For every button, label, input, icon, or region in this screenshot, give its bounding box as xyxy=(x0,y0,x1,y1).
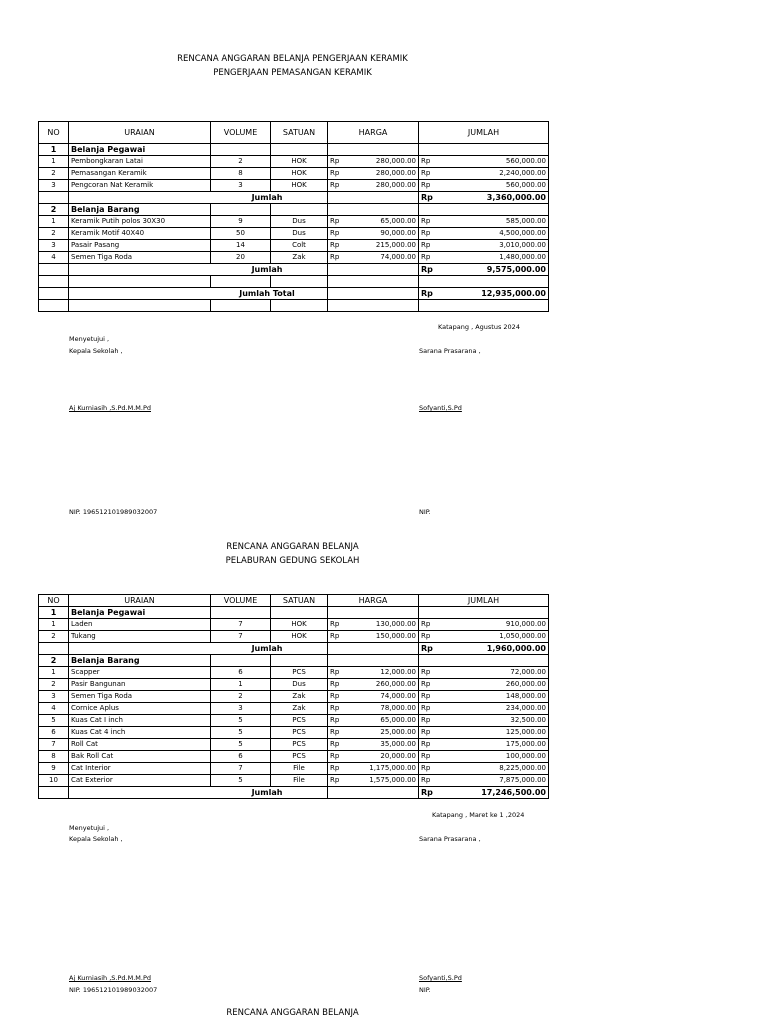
cell-volume: 7 xyxy=(211,631,271,643)
jumlah-value: 8,225,000.00 xyxy=(499,764,546,772)
jumlah-value: 175,000.00 xyxy=(505,740,546,748)
subtotal-value: 3,360,000.00 xyxy=(486,193,546,202)
section-no: 1 xyxy=(39,607,69,619)
subtotal-label: Jumlah xyxy=(69,192,328,204)
jumlah-value: 560,000.00 xyxy=(505,181,546,189)
table-row xyxy=(39,252,549,264)
harga-value: 78,000.00 xyxy=(380,704,416,712)
currency-label: Rp xyxy=(421,157,431,165)
currency-label: Rp xyxy=(421,217,431,225)
harga-value: 280,000.00 xyxy=(375,169,416,177)
jumlah-value: 32,500.00 xyxy=(510,716,546,724)
section-row xyxy=(39,204,549,216)
jumlah-value: 1,050,000.00 xyxy=(499,632,546,640)
subtotal-cell xyxy=(419,264,549,276)
currency-label: Rp xyxy=(421,680,431,688)
currency-label: Rp xyxy=(421,289,433,298)
table-row xyxy=(39,727,549,739)
table-row xyxy=(39,631,549,643)
currency-label: Rp xyxy=(421,265,433,274)
currency-label: Rp xyxy=(330,620,340,628)
cell-harga xyxy=(328,703,419,715)
subtotal-value: 1,960,000.00 xyxy=(486,644,546,653)
cell-satuan: HOK xyxy=(271,619,328,631)
cell-no: 1 xyxy=(39,156,69,168)
cell-satuan: Dus xyxy=(271,679,328,691)
cell-harga xyxy=(328,252,419,264)
currency-label: Rp xyxy=(330,740,340,748)
currency-label: Rp xyxy=(330,241,340,249)
doc2-approve-label: Menyetujui , xyxy=(69,824,110,832)
cell-uraian: Tukang xyxy=(69,631,211,643)
section-name: Belanja Barang xyxy=(69,204,211,216)
cell-volume: 7 xyxy=(211,763,271,775)
table-row xyxy=(39,156,549,168)
currency-label: Rp xyxy=(330,157,340,165)
cell-jumlah xyxy=(419,216,549,228)
cell-jumlah xyxy=(419,763,549,775)
cell-harga xyxy=(328,240,419,252)
doc2-subtitle: PELABURAN GEDUNG SEKOLAH xyxy=(225,556,360,566)
cell-uraian: Roll Cat xyxy=(69,739,211,751)
currency-label: Rp xyxy=(421,752,431,760)
harga-value: 1,575,000.00 xyxy=(369,776,416,784)
harga-value: 215,000.00 xyxy=(375,241,416,249)
cell-satuan: Zak xyxy=(271,252,328,264)
doc1-head-nip: NIP. 196512101989032007 xyxy=(69,508,158,516)
doc1-title: RENCANA ANGGARAN BELANJA PENGERJAAN KERAMIK xyxy=(177,54,408,64)
currency-label: Rp xyxy=(330,632,340,640)
cell-volume: 20 xyxy=(211,252,271,264)
currency-label: Rp xyxy=(421,740,431,748)
cell-jumlah xyxy=(419,667,549,679)
jumlah-value: 72,000.00 xyxy=(510,668,546,676)
header-jumlah: JUMLAH xyxy=(419,595,549,607)
currency-label: Rp xyxy=(421,241,431,249)
cell-harga xyxy=(328,228,419,240)
cell-volume: 7 xyxy=(211,619,271,631)
cell-uraian: Pasair Pasang xyxy=(69,240,211,252)
cell-uraian: Laden xyxy=(69,619,211,631)
cell-uraian: Pengcoran Nat Keramik xyxy=(69,180,211,192)
doc1-infra-name: Sofyanti,S.Pd xyxy=(419,404,462,412)
subtotal-label: Jumlah xyxy=(69,264,328,276)
cell-no: 3 xyxy=(39,691,69,703)
currency-label: Rp xyxy=(330,169,340,177)
doc2-budget-table xyxy=(38,594,549,799)
currency-label: Rp xyxy=(330,181,340,189)
cell-uraian: Kuas Cat I inch xyxy=(69,715,211,727)
subtotal-label: Jumlah xyxy=(69,643,328,655)
cell-no: 10 xyxy=(39,775,69,787)
cell-satuan: PCS xyxy=(271,727,328,739)
currency-label: Rp xyxy=(421,668,431,676)
cell-jumlah xyxy=(419,739,549,751)
cell-jumlah xyxy=(419,751,549,763)
subtotal-value: 9,575,000.00 xyxy=(486,265,546,274)
doc1-budget-table xyxy=(38,121,549,312)
cell-no: 9 xyxy=(39,763,69,775)
section-name: Belanja Pegawai xyxy=(69,144,211,156)
cell-uraian: Cat Interior xyxy=(69,763,211,775)
section-name: Belanja Pegawai xyxy=(69,607,211,619)
subtotal-row xyxy=(39,787,549,799)
harga-value: 1,175,000.00 xyxy=(369,764,416,772)
currency-label: Rp xyxy=(421,788,433,797)
harga-value: 150,000.00 xyxy=(375,632,416,640)
cell-uraian: Cornice Aplus xyxy=(69,703,211,715)
table-row xyxy=(39,691,549,703)
grand-total-cell xyxy=(419,288,549,300)
cell-jumlah xyxy=(419,168,549,180)
harga-value: 65,000.00 xyxy=(380,716,416,724)
cell-harga xyxy=(328,667,419,679)
jumlah-value: 2,240,000.00 xyxy=(499,169,546,177)
cell-volume: 5 xyxy=(211,775,271,787)
header-harga: HARGA xyxy=(328,595,419,607)
section-no: 2 xyxy=(39,204,69,216)
table-header-row xyxy=(39,595,549,607)
cell-harga xyxy=(328,180,419,192)
cell-satuan: File xyxy=(271,775,328,787)
cell-jumlah xyxy=(419,240,549,252)
doc2-infra-nip: NIP. xyxy=(419,986,431,994)
currency-label: Rp xyxy=(330,668,340,676)
currency-label: Rp xyxy=(330,692,340,700)
harga-value: 20,000.00 xyxy=(380,752,416,760)
table-row xyxy=(39,228,549,240)
table-row xyxy=(39,619,549,631)
cell-satuan: File xyxy=(271,763,328,775)
cell-uraian: Pasir Bangunan xyxy=(69,679,211,691)
currency-label: Rp xyxy=(330,217,340,225)
table-row xyxy=(39,667,549,679)
cell-volume: 5 xyxy=(211,727,271,739)
harga-value: 280,000.00 xyxy=(375,181,416,189)
doc2-infra-title: Sarana Prasarana , xyxy=(419,835,481,843)
currency-label: Rp xyxy=(330,728,340,736)
cell-uraian: Semen Tiga Roda xyxy=(69,252,211,264)
section-row xyxy=(39,607,549,619)
cell-no: 1 xyxy=(39,619,69,631)
doc1-approve-label: Menyetujui , xyxy=(69,335,110,343)
cell-no: 3 xyxy=(39,240,69,252)
currency-label: Rp xyxy=(330,764,340,772)
subtotal-cell xyxy=(419,192,549,204)
header-uraian: URAIAN xyxy=(69,595,211,607)
doc1-place-date: Katapang , Agustus 2024 xyxy=(438,323,520,331)
table-row xyxy=(39,240,549,252)
table-row xyxy=(39,679,549,691)
cell-no: 2 xyxy=(39,679,69,691)
doc2-infra-name: Sofyanti,S.Pd xyxy=(419,974,462,982)
section-row xyxy=(39,655,549,667)
cell-jumlah xyxy=(419,631,549,643)
cell-satuan: PCS xyxy=(271,739,328,751)
cell-no: 4 xyxy=(39,703,69,715)
cell-no: 8 xyxy=(39,751,69,763)
cell-harga xyxy=(328,679,419,691)
doc3-title: RENCANA ANGGARAN BELANJA xyxy=(226,1008,359,1018)
jumlah-value: 125,000.00 xyxy=(505,728,546,736)
table-header-row xyxy=(39,122,549,144)
currency-label: Rp xyxy=(421,776,431,784)
cell-no: 2 xyxy=(39,228,69,240)
jumlah-value: 148,000.00 xyxy=(505,692,546,700)
jumlah-value: 1,480,000.00 xyxy=(499,253,546,261)
cell-jumlah xyxy=(419,252,549,264)
subtotal-cell xyxy=(419,643,549,655)
table-row xyxy=(39,703,549,715)
cell-satuan: Colt xyxy=(271,240,328,252)
currency-label: Rp xyxy=(330,704,340,712)
cell-harga xyxy=(328,751,419,763)
jumlah-value: 260,000.00 xyxy=(505,680,546,688)
cell-volume: 9 xyxy=(211,216,271,228)
cell-satuan: PCS xyxy=(271,667,328,679)
cell-harga xyxy=(328,156,419,168)
cell-jumlah xyxy=(419,775,549,787)
cell-no: 5 xyxy=(39,715,69,727)
cell-uraian: Keramik Motif 40X40 xyxy=(69,228,211,240)
doc2-head-name: Aj Kurniasih ,S.Pd.M.M.Pd xyxy=(69,974,151,982)
currency-label: Rp xyxy=(330,752,340,760)
currency-label: Rp xyxy=(421,193,433,202)
empty-row xyxy=(39,276,549,288)
cell-volume: 5 xyxy=(211,715,271,727)
currency-label: Rp xyxy=(421,716,431,724)
cell-jumlah xyxy=(419,156,549,168)
cell-uraian: Cat Exterior xyxy=(69,775,211,787)
header-uraian: URAIAN xyxy=(69,122,211,144)
cell-volume: 2 xyxy=(211,156,271,168)
table-row xyxy=(39,715,549,727)
currency-label: Rp xyxy=(330,680,340,688)
cell-no: 7 xyxy=(39,739,69,751)
cell-jumlah xyxy=(419,727,549,739)
cell-no: 2 xyxy=(39,168,69,180)
section-name: Belanja Barang xyxy=(69,655,211,667)
header-jumlah: JUMLAH xyxy=(419,122,549,144)
cell-volume: 2 xyxy=(211,691,271,703)
cell-volume: 6 xyxy=(211,667,271,679)
header-volume: VOLUME xyxy=(211,595,271,607)
header-volume: VOLUME xyxy=(211,122,271,144)
table-row xyxy=(39,168,549,180)
currency-label: Rp xyxy=(421,692,431,700)
harga-value: 90,000.00 xyxy=(380,229,416,237)
cell-satuan: HOK xyxy=(271,180,328,192)
jumlah-value: 910,000.00 xyxy=(505,620,546,628)
doc2-head-title: Kepala Sekolah , xyxy=(69,835,123,843)
harga-value: 74,000.00 xyxy=(380,253,416,261)
harga-value: 260,000.00 xyxy=(375,680,416,688)
cell-harga xyxy=(328,631,419,643)
doc1-head-title: Kepala Sekolah , xyxy=(69,347,123,355)
header-harga: HARGA xyxy=(328,122,419,144)
subtotal-value: 17,246,500.00 xyxy=(481,788,546,797)
cell-harga xyxy=(328,619,419,631)
cell-volume: 6 xyxy=(211,751,271,763)
cell-satuan: HOK xyxy=(271,168,328,180)
cell-volume: 14 xyxy=(211,240,271,252)
currency-label: Rp xyxy=(421,728,431,736)
header-no: NO xyxy=(39,122,69,144)
harga-value: 280,000.00 xyxy=(375,157,416,165)
header-satuan: SATUAN xyxy=(271,595,328,607)
cell-harga xyxy=(328,775,419,787)
table-row xyxy=(39,751,549,763)
jumlah-value: 100,000.00 xyxy=(505,752,546,760)
cell-jumlah xyxy=(419,228,549,240)
subtotal-row xyxy=(39,264,549,276)
cell-jumlah xyxy=(419,679,549,691)
table-row xyxy=(39,763,549,775)
header-no: NO xyxy=(39,595,69,607)
table-row xyxy=(39,739,549,751)
jumlah-value: 7,875,000.00 xyxy=(499,776,546,784)
subtotal-label: Jumlah xyxy=(69,787,328,799)
jumlah-value: 560,000.00 xyxy=(505,157,546,165)
cell-volume: 3 xyxy=(211,703,271,715)
harga-value: 12,000.00 xyxy=(380,668,416,676)
cell-jumlah xyxy=(419,180,549,192)
doc1-head-name: Aj Kurniasih ,S.Pd.M.M.Pd xyxy=(69,404,151,412)
currency-label: Rp xyxy=(421,632,431,640)
currency-label: Rp xyxy=(330,229,340,237)
section-row xyxy=(39,144,549,156)
cell-volume: 3 xyxy=(211,180,271,192)
cell-harga xyxy=(328,168,419,180)
cell-volume: 8 xyxy=(211,168,271,180)
cell-uraian: Scapper xyxy=(69,667,211,679)
currency-label: Rp xyxy=(421,229,431,237)
cell-jumlah xyxy=(419,715,549,727)
cell-satuan: Dus xyxy=(271,216,328,228)
cell-satuan: PCS xyxy=(271,715,328,727)
currency-label: Rp xyxy=(421,704,431,712)
cell-volume: 50 xyxy=(211,228,271,240)
cell-uraian: Semen Tiga Roda xyxy=(69,691,211,703)
cell-satuan: PCS xyxy=(271,751,328,763)
jumlah-value: 4,500,000.00 xyxy=(499,229,546,237)
currency-label: Rp xyxy=(421,169,431,177)
cell-satuan: HOK xyxy=(271,631,328,643)
cell-uraian: Pemasangan Keramik xyxy=(69,168,211,180)
harga-value: 35,000.00 xyxy=(380,740,416,748)
doc1-infra-nip: NIP. xyxy=(419,508,431,516)
cell-satuan: Dus xyxy=(271,228,328,240)
cell-no: 6 xyxy=(39,727,69,739)
doc2-title: RENCANA ANGGARAN BELANJA xyxy=(226,542,359,552)
cell-harga xyxy=(328,727,419,739)
cell-volume: 1 xyxy=(211,679,271,691)
subtotal-row xyxy=(39,643,549,655)
grand-total-label: Jumlah Total xyxy=(69,288,328,300)
currency-label: Rp xyxy=(421,253,431,261)
cell-no: 1 xyxy=(39,667,69,679)
currency-label: Rp xyxy=(421,181,431,189)
currency-label: Rp xyxy=(330,253,340,261)
section-no: 1 xyxy=(39,144,69,156)
cell-harga xyxy=(328,763,419,775)
currency-label: Rp xyxy=(421,764,431,772)
cell-uraian: Bak Roll Cat xyxy=(69,751,211,763)
table-row xyxy=(39,180,549,192)
harga-value: 74,000.00 xyxy=(380,692,416,700)
cell-no: 4 xyxy=(39,252,69,264)
cell-no: 1 xyxy=(39,216,69,228)
table-row xyxy=(39,216,549,228)
cell-jumlah xyxy=(419,691,549,703)
table-row xyxy=(39,775,549,787)
currency-label: Rp xyxy=(330,716,340,724)
harga-value: 25,000.00 xyxy=(380,728,416,736)
grand-total-row xyxy=(39,288,549,300)
jumlah-value: 3,010,000.00 xyxy=(499,241,546,249)
currency-label: Rp xyxy=(421,620,431,628)
harga-value: 65,000.00 xyxy=(380,217,416,225)
cell-satuan: Zak xyxy=(271,691,328,703)
doc2-place-date: Katapang , Maret ke 1 ,2024 xyxy=(432,811,525,819)
cell-jumlah xyxy=(419,703,549,715)
cell-harga xyxy=(328,715,419,727)
currency-label: Rp xyxy=(421,644,433,653)
cell-volume: 5 xyxy=(211,739,271,751)
section-no: 2 xyxy=(39,655,69,667)
doc1-subtitle: PENGERJAAN PEMASANGAN KERAMIK xyxy=(213,68,372,78)
jumlah-value: 585,000.00 xyxy=(505,217,546,225)
cell-uraian: Pembongkaran Latai xyxy=(69,156,211,168)
subtotal-cell xyxy=(419,787,549,799)
cell-satuan: HOK xyxy=(271,156,328,168)
cell-uraian: Kuas Cat 4 inch xyxy=(69,727,211,739)
harga-value: 130,000.00 xyxy=(375,620,416,628)
cell-no: 3 xyxy=(39,180,69,192)
empty-row xyxy=(39,300,549,312)
cell-harga xyxy=(328,216,419,228)
grand-total-value: 12,935,000.00 xyxy=(481,289,546,298)
subtotal-row xyxy=(39,192,549,204)
currency-label: Rp xyxy=(330,776,340,784)
cell-harga xyxy=(328,739,419,751)
cell-no: 2 xyxy=(39,631,69,643)
doc2-head-nip: NIP. 196512101989032007 xyxy=(69,986,158,994)
cell-uraian: Keramik Putih polos 30X30 xyxy=(69,216,211,228)
cell-jumlah xyxy=(419,619,549,631)
header-satuan: SATUAN xyxy=(271,122,328,144)
cell-satuan: Zak xyxy=(271,703,328,715)
cell-harga xyxy=(328,691,419,703)
doc1-infra-title: Sarana Prasarana , xyxy=(419,347,481,355)
jumlah-value: 234,000.00 xyxy=(505,704,546,712)
